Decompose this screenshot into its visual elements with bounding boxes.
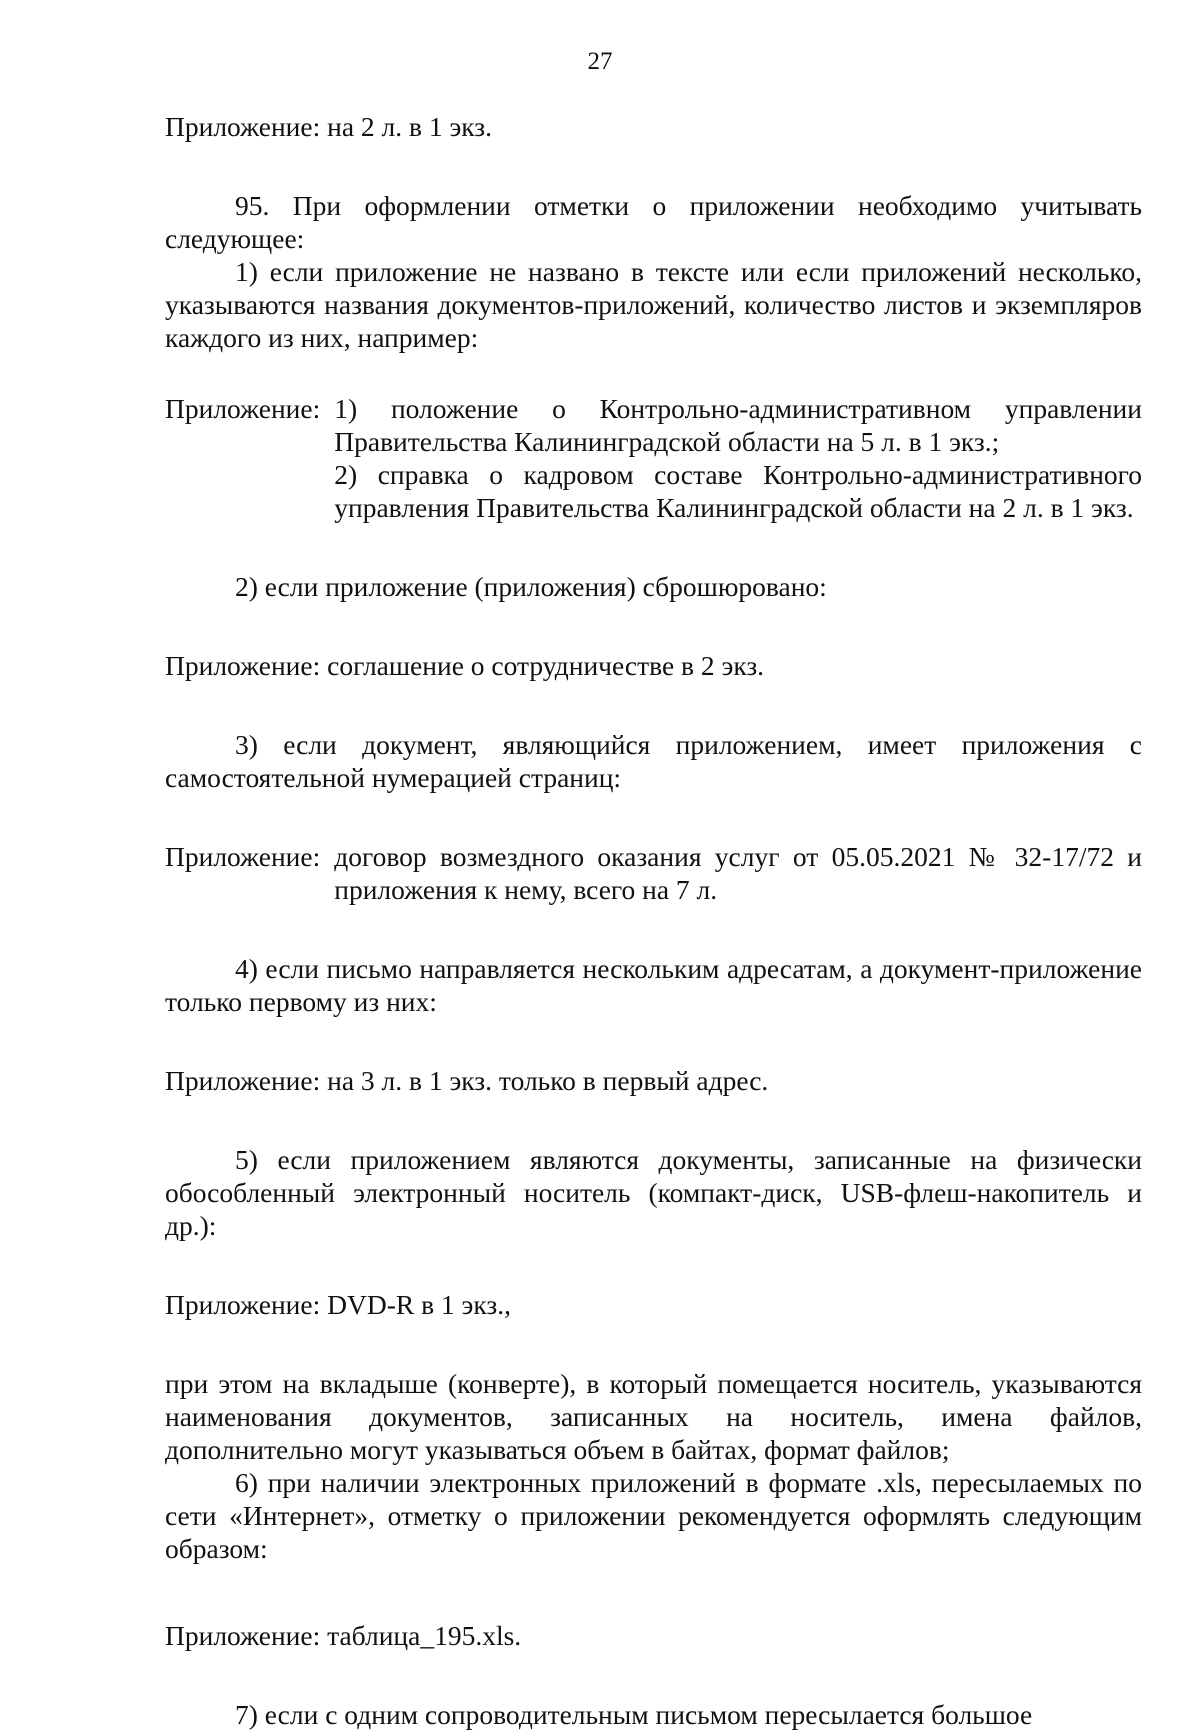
example-1 [165, 392, 1142, 524]
rule-3: 3) если документ, являющийся приложением, имеет приложения с самостоятельной нумерацией страниц: [165, 729, 1142, 793]
example-1-item-2: 2) справка о кадровом составе Контрольно-административного управления Правительства Калининградской области на 2 л. в 1 экз. [334, 459, 1142, 523]
example-3-text-block [334, 840, 1142, 906]
rule-5-note: при этом на вкладыше (конверте), в который помещается носитель, указываются наименования документов, записанных на носитель, имена файлов, дополнительно могут указываться объем в байтах, формат файлов; [165, 1368, 1142, 1465]
rule-6: 6) при наличии электронных приложений в формате .xls, пересылаемых по сети «Интернет», отметку о приложении рекомендуется оформлять следующим образом: [165, 1467, 1142, 1564]
rule-1: 1) если приложение не названо в тексте или если приложений несколько, указываются названия документов-приложений, количество листов и экземпляров каждого из них, например: [165, 256, 1142, 353]
document-body [165, 110, 1142, 1731]
example-4: Приложение: на 3 л. в 1 экз. только в первый адрес. [165, 1065, 769, 1096]
rule-7: 7) если с одним сопроводительным письмом пересылается большое [235, 1699, 1033, 1730]
attachment-line-top: Приложение: на 2 л. в 1 экз. [165, 111, 493, 142]
example-1-items [334, 392, 1142, 524]
rule-4: 4) если письмо направляется нескольким адресатам, а документ-приложение только первому из них: [165, 953, 1142, 1017]
example-5: Приложение: DVD-R в 1 экз., [165, 1289, 511, 1320]
example-1-item-1: 1) положение о Контрольно-административном управлении Правительства Калининградской области на 5 л. в 1 экз.; [334, 393, 1142, 457]
example-1-label: Приложение: [165, 393, 321, 424]
example-6: Приложение: таблица_195.xls. [165, 1620, 522, 1651]
rule-5: 5) если приложением являются документы, записанные на физически обособленный электронный носитель (компакт-диск, USB-флеш-накопитель и др.): [165, 1144, 1142, 1241]
rule-2: 2) если приложение (приложения) сброшюровано: [235, 571, 827, 602]
page-number: 27 [587, 48, 613, 75]
example-2: Приложение: соглашение о сотрудничестве в 2 экз. [165, 650, 765, 681]
example-3-text: договор возмездного оказания услуг от 05.05.2021 № 32-17/72 и приложения к нему, всего на 7 л. [334, 841, 1142, 905]
example-3 [165, 840, 1142, 906]
example-3-label: Приложение: [165, 841, 321, 872]
paragraph-95: 95. При оформлении отметки о приложении необходимо учитывать следующее: [165, 190, 1142, 254]
